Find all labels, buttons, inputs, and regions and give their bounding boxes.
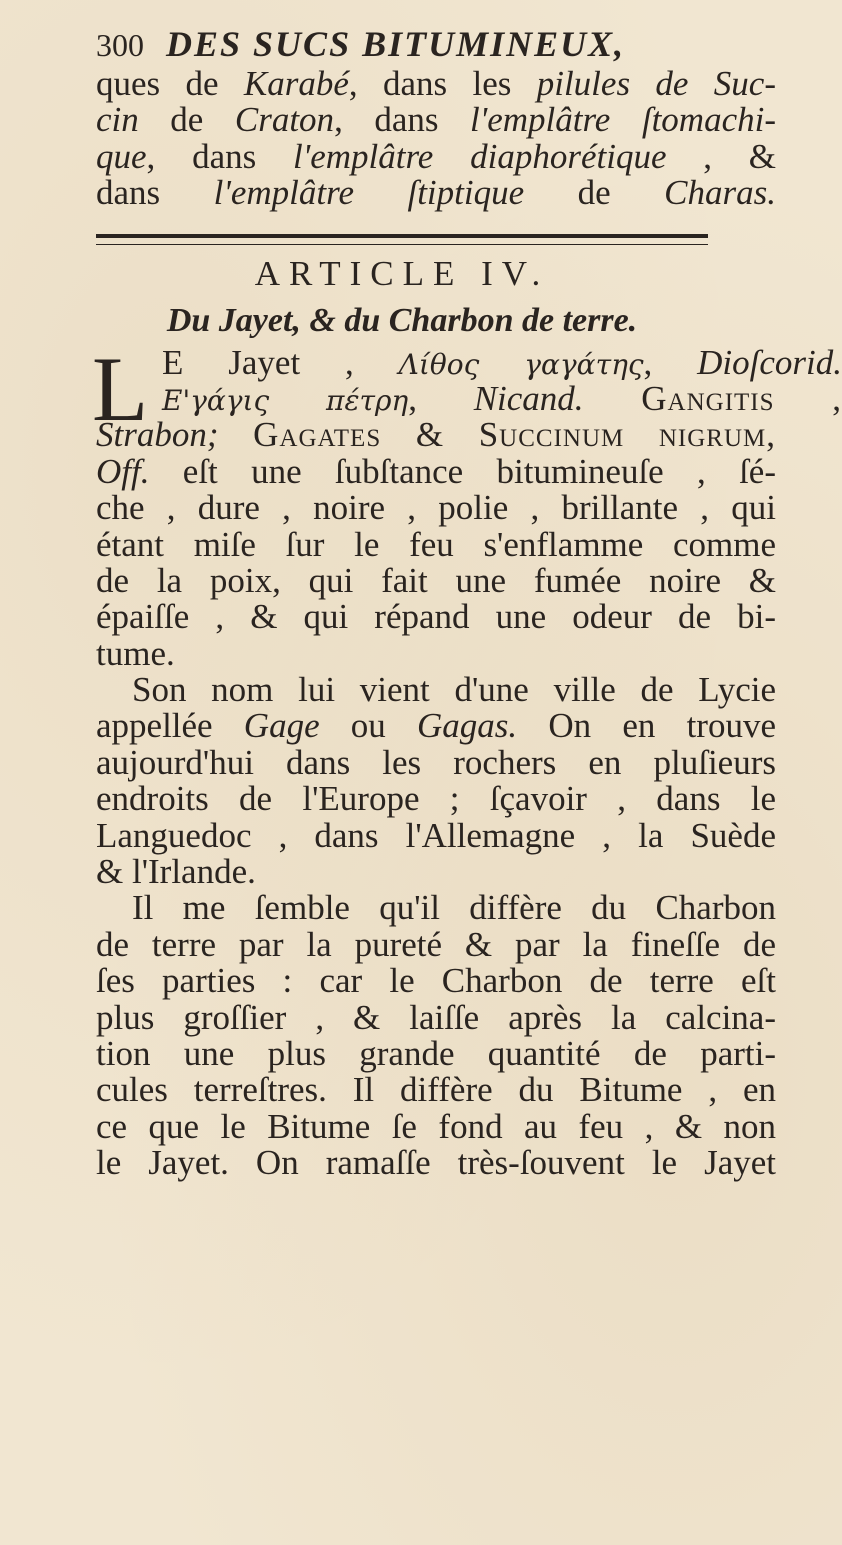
text-line	[96, 815, 776, 855]
text-run: , &	[666, 136, 777, 176]
text-run: Nicand.	[473, 378, 584, 418]
text-line	[96, 633, 776, 673]
text-run: de la poix, qui fait une fumée noire &	[96, 560, 776, 600]
drop-cap: L	[92, 337, 149, 440]
text-line	[96, 136, 777, 176]
running-head	[96, 22, 776, 66]
text-line	[96, 1033, 776, 1073]
text-line	[96, 175, 776, 211]
text-run: Dioſcorid.	[697, 342, 842, 382]
intro-paragraph	[96, 66, 776, 212]
text-line	[96, 963, 776, 999]
paragraph-2	[96, 672, 776, 890]
text-run: ,	[408, 378, 474, 418]
text-run: Charas.	[664, 173, 777, 213]
section-rule	[96, 234, 708, 245]
text-run: On en trouve	[517, 706, 776, 746]
text-run: ques de	[96, 64, 244, 103]
text-line	[96, 1145, 776, 1181]
text-line	[96, 451, 776, 491]
text-line	[96, 490, 776, 526]
text-run: l'emplâtre ſtiptique	[213, 173, 525, 213]
text-run: Λίθος γαγάτης	[398, 347, 644, 381]
text-run: endroits de l'Europe ; ſçavoir , dans le	[96, 779, 776, 819]
paragraph-3	[96, 890, 776, 1181]
text-run: Languedoc , dans l'Allemagne , la Suède	[96, 815, 776, 855]
text-run: eſt une ſubſtance bitumineuſe , ſé-	[149, 451, 776, 491]
article-heading: ARTICLE IV.	[254, 253, 550, 293]
text-run: l'emplâtre diaphorétique	[293, 136, 667, 176]
text-line	[96, 742, 776, 782]
text-run: , dans les	[348, 64, 537, 103]
text-run: ou	[319, 706, 418, 746]
text-run: Gangitis ,	[583, 378, 842, 418]
text-run: E Jayet ,	[162, 342, 399, 382]
text-line	[96, 672, 776, 708]
text-line	[96, 599, 776, 635]
text-run: Strabon;	[96, 415, 219, 455]
text-line	[96, 997, 776, 1037]
text-run: l'emplâtre ſtomachi-	[470, 100, 777, 140]
text-line	[96, 524, 776, 564]
text-run: appellée	[96, 706, 244, 746]
text-run: tume.	[96, 633, 175, 673]
text-run: & l'Irlande.	[96, 852, 256, 892]
text-run: Son nom lui vient d'une ville de Lycie	[132, 670, 776, 710]
text-run: Gagates & Succinum nigrum,	[218, 415, 776, 455]
text-run: , dans	[334, 100, 471, 140]
text-run: Gage	[243, 706, 320, 746]
text-run: Il me ſemble qu'il diffère du Charbon	[132, 888, 776, 928]
text-run: de	[138, 100, 235, 140]
article-subtitle: Du Jayet, & du Charbon de terre.	[166, 301, 638, 339]
text-line	[96, 854, 776, 890]
text-run: épaiſſe , & qui répand une odeur de bi-	[96, 597, 776, 637]
text-run: Off.	[96, 451, 150, 491]
text-run: ſes parties : car le Charbon de terre eſt	[96, 961, 776, 1001]
text-run: cules terreſtres. Il diffère du Bitume , en	[96, 1070, 776, 1110]
text-run: pilules de Suc-	[536, 64, 776, 103]
text-run: étant miſe ſur le feu s'enflamme comme	[96, 524, 776, 564]
text-line	[96, 417, 776, 453]
text-line	[96, 708, 776, 744]
text-line	[96, 560, 776, 600]
text-run: plus groſſier , & laiſſe après la calcina-	[96, 997, 776, 1037]
text-run: Craton	[234, 100, 335, 140]
text-run: de	[524, 173, 665, 213]
text-line	[96, 924, 776, 964]
text-line	[96, 1072, 776, 1108]
text-run: de terre par la pureté & par la fineſſe de	[96, 924, 776, 964]
text-run: ,	[643, 342, 698, 382]
text-run: que	[96, 136, 147, 176]
text-run: Ε'γάγις πέτρη	[162, 383, 409, 417]
text-line	[96, 66, 776, 102]
book-page	[92, 22, 842, 1183]
text-line	[96, 102, 776, 138]
text-run: aujourd'hui dans les rochers en pluſieurs	[96, 742, 776, 782]
text-run: che , dure , noire , polie , brillante , qui	[96, 488, 776, 528]
running-title: DES SUCS BITUMINEUX,	[166, 24, 626, 64]
text-run: Gagas.	[417, 706, 518, 746]
paragraph-1	[92, 337, 842, 673]
text-line	[96, 378, 842, 418]
text-run: Karabé	[243, 64, 349, 103]
text-line	[96, 1106, 776, 1146]
text-run: cin	[96, 100, 139, 140]
text-run: , dans	[146, 136, 294, 176]
text-run: ce que le Bitume ſe fond au feu , & non	[96, 1106, 776, 1146]
text-run: tion une plus grande quantité de parti-	[96, 1033, 776, 1073]
page-number: 300	[96, 27, 144, 63]
text-run: le Jayet. On ramaſſe très-ſouvent le Jayet	[96, 1143, 776, 1183]
text-run: dans	[96, 173, 214, 213]
text-line	[96, 781, 776, 817]
text-line	[96, 342, 842, 382]
text-line	[96, 890, 776, 926]
